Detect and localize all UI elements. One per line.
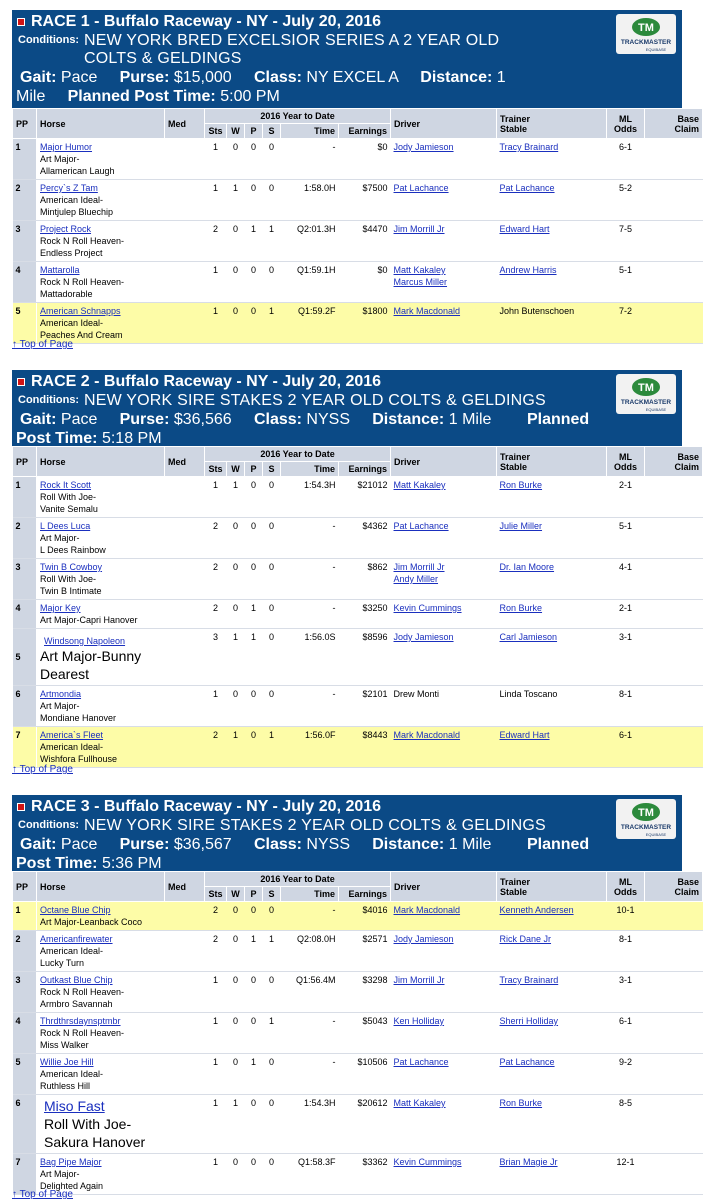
driver-link[interactable]: Pat Lachance: [393, 183, 449, 193]
entries-table: PP Horse Med 2016 Year to Date Driver Trainer Stable ML Odds Base Claim Sts W P S Time Earnings 1 Octane Blue Chip Art Major-Leanback Coco 2 0 0 0 - $4016 Mark Macdonald Kenneth Andersen 10-1 2 Americanfirewater American Ideal- Lucky Turn 2 0 1 1 Q2:08.0H $2571 Jody Jamieson Rick Dane Jr 8-1 3 Outkast Blue Chip Rock N Roll Heaven- Armbro Savannah 1 0 0 0 Q1:56.4M $3298 Jim Morrill Jr Tracy Brainard 3-1 4 Thrdthrsdaynsptmbr Rock N Roll Heaven- Miss Walker 1 0 0 1 - $5043 Ken Holliday Sherri Holliday 6-1 5 Willie Joe Hill American Ideal- Ruthless Hill 1 0 1 0 - $10506 Pat Lachance Pat Lachance 9-2 6 Miso Fast Roll With Joe- Sakura Hanover 1 1 0 0 1:54.3H $20612 Matt Kakaley Ron Burke 8-5 7 Bag Pipe Major Art Major- Delighted Again 1 0 0 0 Q1:58.3F $3362 Kevin Cummings Brian Magie Jr 12-1: [12, 871, 703, 1195]
race-header: RACE 2 - Buffalo Raceway - NY - July 20, 2016 Conditions: NEW YORK SIRE STAKES 2 YEAR OLD COLTS & GELDINGS Gait: Pace Purse: $36,566 Class: NYSS Distance: 1 Mile Planned Post Time: 5:18 PM TM TRACKMASTER EQUIBASE: [12, 370, 682, 446]
trainer-link[interactable]: Brian Magie Jr: [499, 1157, 558, 1167]
race-1: [12, 10, 700, 344]
trackmaster-logo-icon: [616, 14, 676, 54]
trackmaster-logo-icon: [616, 374, 676, 414]
table-row: 7 America`s Fleet American Ideal- Wishfora Fullhouse 2 1 0 1 1:56.0F $8443 Mark Macdonald Edward Hart 6-1: [13, 727, 703, 768]
race-header: RACE 3 - Buffalo Raceway - NY - July 20, 2016 Conditions: NEW YORK SIRE STAKES 2 YEAR OLD COLTS & GELDINGS Gait: Pace Purse: $36,567 Class: NYSS Distance: 1 Mile Planned Post Time: 5:36 PM TM TRACKMASTER EQUIBASE: [12, 795, 682, 871]
entries-table: PP Horse Med 2016 Year to Date Driver Trainer Stable ML Odds Base Claim Sts W P S Time Earnings 1 Major Humor Art Major- Allamerican Laugh 1 0 0 0 - $0 Jody Jamieson Tracy Brainard 6-1 2 Percy`s Z Tam American Ideal- Mintjulep Bluechip 1 1 0 0 1:58.0H $7500 Pat Lachance Pat Lachance 5-2 3 Project Rock Rock N Roll Heaven- Endless Project 2 0 1 1 Q2:01.3H $4470 Jim Morrill Jr Edward Hart 7-5 4 Mattarolla Rock N Roll Heaven- Mattadorable 1 0 0 0 Q1:59.1H $0 Matt Kakaley Marcus Miller Andrew Harris 5-1 5 American Schnapps American Ideal- Peaches And Cream 1 0 0 1 Q1:59.2F $1800 Mark Macdonald John Butenschoen 7-2: [12, 108, 703, 344]
svg-text:TM: TM: [638, 22, 654, 34]
svg-text:EQUIBASE: EQUIBASE: [645, 407, 667, 412]
horse-link[interactable]: Willie Joe Hill: [40, 1057, 94, 1067]
driver-link[interactable]: Matt Kakaley: [393, 265, 446, 275]
trainer-link[interactable]: Rick Dane Jr: [499, 934, 552, 944]
post-time-value: 5:36 PM: [101, 855, 162, 872]
driver-link-2[interactable]: Andy Miller: [393, 574, 439, 584]
trainer-link[interactable]: Dr. Ian Moore: [499, 562, 555, 572]
svg-text:TM: TM: [638, 807, 654, 819]
horse-link[interactable]: Outkast Blue Chip: [40, 975, 113, 985]
horse-link[interactable]: Artmondia: [40, 689, 82, 699]
trainer-link[interactable]: Ron Burke: [499, 1098, 543, 1108]
driver-link[interactable]: Mark Macdonald: [393, 730, 461, 740]
purse-value: $15,000: [173, 69, 232, 86]
svg-text:TRACKMASTER: TRACKMASTER: [620, 399, 672, 406]
distance-value: 1: [496, 69, 506, 86]
svg-text:TM: TM: [638, 382, 654, 394]
post-time-value: 5:18 PM: [101, 430, 162, 447]
table-row: 1 Octane Blue Chip Art Major-Leanback Coco 2 0 0 0 - $4016 Mark Macdonald Kenneth Andersen 10-1: [13, 902, 703, 931]
distance-label: Distance:: [420, 69, 493, 86]
driver-link[interactable]: Jim Morrill Jr: [393, 975, 445, 985]
horse-link[interactable]: Americanfirewater: [40, 934, 113, 944]
horse-link[interactable]: Bag Pipe Major: [40, 1157, 102, 1167]
driver-link[interactable]: Jody Jamieson: [393, 934, 454, 944]
horse-link[interactable]: L Dees Luca: [40, 521, 91, 531]
race-header: [12, 10, 682, 108]
trainer-link[interactable]: Andrew Harris: [499, 265, 557, 275]
table-row: 4 Thrdthrsdaynsptmbr Rock N Roll Heaven- Miss Walker 1 0 0 1 - $5043 Ken Holliday Sherri Holliday 6-1: [13, 1013, 703, 1054]
driver-link[interactable]: Pat Lachance: [393, 1057, 449, 1067]
driver-link[interactable]: Ken Holliday: [393, 1016, 445, 1026]
table-row: 6 Miso Fast Roll With Joe- Sakura Hanover 1 1 0 0 1:54.3H $20612 Matt Kakaley Ron Burke 8-5: [13, 1095, 703, 1154]
post-time-value: 5:00 PM: [220, 88, 280, 105]
horse-link[interactable]: Thrdthrsdaynsptmbr: [40, 1016, 121, 1026]
conditions-label: Conditions:: [18, 394, 80, 406]
table-row: 3 Project Rock Rock N Roll Heaven- Endless Project 2 0 1 1 Q2:01.3H $4470 Jim Morrill Jr Edward Hart 7-5: [13, 221, 703, 262]
race-conditions: NEW YORK BRED EXCELSIOR SERIES A 2 YEAR OLD COLTS & GELDINGS: [84, 32, 500, 67]
table-row: 5 Willie Joe Hill American Ideal- Ruthless Hill 1 0 1 0 - $10506 Pat Lachance Pat Lachance 9-2: [13, 1054, 703, 1095]
trainer-link[interactable]: Edward Hart: [499, 730, 550, 740]
horse-link[interactable]: Major Humor: [40, 142, 93, 152]
distance-unit: Mile: [16, 88, 46, 105]
trainer-link[interactable]: Tracy Brainard: [499, 142, 559, 152]
trainer-link[interactable]: Tracy Brainard: [499, 975, 559, 985]
horse-link[interactable]: Percy`s Z Tam: [40, 183, 98, 193]
conditions-label: Conditions:: [18, 34, 80, 46]
table-row: 2 Americanfirewater American Ideal- Lucky Turn 2 0 1 1 Q2:08.0H $2571 Jody Jamieson Rick Dane Jr 8-1: [13, 931, 703, 972]
driver-link[interactable]: Matt Kakaley: [393, 480, 446, 490]
race-title: RACE 1 - Buffalo Raceway - NY - July 20, 2016: [31, 13, 382, 30]
race-title: RACE 3 - Buffalo Raceway - NY - July 20, 2016: [31, 798, 382, 815]
top-of-page-link[interactable]: ↑ Top of Page: [12, 764, 73, 775]
flag-icon: [17, 803, 25, 811]
trainer-link[interactable]: Pat Lachance: [499, 183, 555, 193]
trainer-link[interactable]: Sherri Holliday: [499, 1016, 559, 1026]
driver-link[interactable]: Mark Macdonald: [393, 306, 461, 316]
flag-icon: [17, 18, 25, 26]
table-row: 5 American Schnapps American Ideal- Peaches And Cream 1 0 0 1 Q1:59.2F $1800 Mark Macdonald John Butenschoen 7-2: [13, 303, 703, 344]
horse-link[interactable]: Twin B Cowboy: [40, 562, 103, 572]
trainer-link[interactable]: Ron Burke: [499, 480, 543, 490]
race-title: RACE 2 - Buffalo Raceway - NY - July 20, 2016: [31, 373, 382, 390]
gait-label: Gait:: [20, 69, 57, 86]
horse-link[interactable]: Miso Fast: [44, 1098, 105, 1114]
driver-link[interactable]: Jody Jamieson: [393, 632, 454, 642]
planned-label: Planned Post Time:: [67, 88, 216, 105]
driver-link[interactable]: Jim Morrill Jr: [393, 562, 445, 572]
top-of-page-link[interactable]: ↑ Top of Page: [12, 1189, 73, 1200]
svg-text:EQUIBASE: EQUIBASE: [645, 47, 667, 52]
table-row: 1 Major Humor Art Major- Allamerican Laugh 1 0 0 0 - $0 Jody Jamieson Tracy Brainard 6-1: [13, 139, 703, 180]
horse-link[interactable]: America`s Fleet: [40, 730, 104, 740]
svg-text:EQUIBASE: EQUIBASE: [645, 832, 667, 837]
purse-label: Purse:: [119, 69, 170, 86]
trainer-link[interactable]: Carl Jamieson: [499, 632, 558, 642]
table-row: 2 L Dees Luca Art Major- L Dees Rainbow 2 0 0 0 - $4362 Pat Lachance Julie Miller 5-1: [13, 518, 703, 559]
horse-link[interactable]: Mattarolla: [40, 265, 80, 275]
top-of-page-link[interactable]: ↑ Top of Page: [12, 339, 73, 350]
table-row: 5 Windsong Napoleon Art Major-Bunny Dearest 3 1 1 0 1:56.0S $8596 Jody Jamieson Carl Jamieson 3-1: [13, 629, 703, 686]
trainer-link[interactable]: Kenneth Andersen: [499, 905, 574, 915]
driver-link[interactable]: Jim Morrill Jr: [393, 224, 445, 234]
flag-icon: [17, 378, 25, 386]
class-label: Class:: [253, 69, 302, 86]
trainer-link[interactable]: Ron Burke: [499, 603, 543, 613]
race-2: [12, 370, 700, 768]
svg-text:TRACKMASTER: TRACKMASTER: [620, 39, 672, 46]
horse-link[interactable]: Major Key: [40, 603, 81, 613]
trainer-link[interactable]: Julie Miller: [499, 521, 543, 531]
horse-link[interactable]: Project Rock: [40, 224, 92, 234]
trackmaster-logo-icon: [616, 799, 676, 839]
table-row: 3 Outkast Blue Chip Rock N Roll Heaven- Armbro Savannah 1 0 0 0 Q1:56.4M $3298 Jim Morrill Jr Tracy Brainard 3-1: [13, 972, 703, 1013]
driver-link-2[interactable]: Marcus Miller: [393, 277, 448, 287]
horse-link[interactable]: Windsong Napoleon: [44, 636, 126, 646]
horse-link[interactable]: Rock It Scott: [40, 480, 92, 490]
horse-link[interactable]: Octane Blue Chip: [40, 905, 111, 915]
driver-link[interactable]: Pat Lachance: [393, 521, 449, 531]
race-conditions: NEW YORK SIRE STAKES 2 YEAR OLD COLTS & GELDINGS: [84, 392, 546, 409]
gait-value: Pace: [60, 69, 98, 86]
trainer-link[interactable]: Pat Lachance: [499, 1057, 555, 1067]
table-row: 7 Bag Pipe Major Art Major- Delighted Again 1 0 0 0 Q1:58.3F $3362 Kevin Cummings Brian Magie Jr 12-1: [13, 1154, 703, 1195]
table-row: 2 Percy`s Z Tam American Ideal- Mintjulep Bluechip 1 1 0 0 1:58.0H $7500 Pat Lachance Pat Lachance 5-2: [13, 180, 703, 221]
table-row: 1 Rock It Scott Roll With Joe- Vanite Semalu 1 1 0 0 1:54.3H $21012 Matt Kakaley Ron Burke 2-1: [13, 477, 703, 518]
class-value: NY EXCEL A: [306, 69, 399, 86]
driver-link[interactable]: Kevin Cummings: [393, 603, 462, 613]
table-row: 4 Mattarolla Rock N Roll Heaven- Mattadorable 1 0 0 0 Q1:59.1H $0 Matt Kakaley Marcus Miller Andrew Harris 5-1: [13, 262, 703, 303]
driver-link[interactable]: Kevin Cummings: [393, 1157, 462, 1167]
table-row: 3 Twin B Cowboy Roll With Joe- Twin B Intimate 2 0 0 0 - $862 Jim Morrill Jr Andy Miller Dr. Ian Moore 4-1: [13, 559, 703, 600]
horse-link[interactable]: American Schnapps: [40, 306, 121, 316]
entries-table: PP Horse Med 2016 Year to Date Driver Trainer Stable ML Odds Base Claim Sts W P S Time Earnings 1 Rock It Scott Roll With Joe- Vanite Semalu 1 1 0 0 1:54.3H $21012 Matt Kakaley Ron Burke 2-1 2 L Dees Luca Art Major- L Dees Rainbow 2 0 0 0 - $4362 Pat Lachance Julie Miller 5-1 3 Twin B Cowboy Roll With Joe- Twin B Intimate 2 0 0 0 - $862 Jim Morrill Jr Andy Miller Dr. Ian Moore 4-1 4 Major Key Art Major-Capri Hanover 2 0 1 0 - $3250 Kevin Cummings Ron Burke 2-1 5 Windsong Napoleon Art Major-Bunny Dearest 3 1 1 0 1:56.0S $8596 Jody Jamieson Carl Jamieson 3-1 6 Artmondia Art Major- Mondiane Hanover 1 0 0 0 - $2101 Drew Monti Linda Toscano 8-1 7 America`s Fleet American Ideal- Wishfora Fullhouse 2 1 0 1 1:56.0F $8443 Mark Macdonald Edward Hart 6-1: [12, 446, 703, 768]
race-3: [12, 795, 700, 1195]
driver-link[interactable]: Jody Jamieson: [393, 142, 454, 152]
svg-text:TRACKMASTER: TRACKMASTER: [620, 824, 672, 831]
driver-link[interactable]: Matt Kakaley: [393, 1098, 446, 1108]
trainer-link[interactable]: Edward Hart: [499, 224, 550, 234]
race-conditions: NEW YORK SIRE STAKES 2 YEAR OLD COLTS & GELDINGS: [84, 817, 546, 834]
table-row: 6 Artmondia Art Major- Mondiane Hanover 1 0 0 0 - $2101 Drew Monti Linda Toscano 8-1: [13, 686, 703, 727]
driver-link[interactable]: Mark Macdonald: [393, 905, 461, 915]
table-row: 4 Major Key Art Major-Capri Hanover 2 0 1 0 - $3250 Kevin Cummings Ron Burke 2-1: [13, 600, 703, 629]
